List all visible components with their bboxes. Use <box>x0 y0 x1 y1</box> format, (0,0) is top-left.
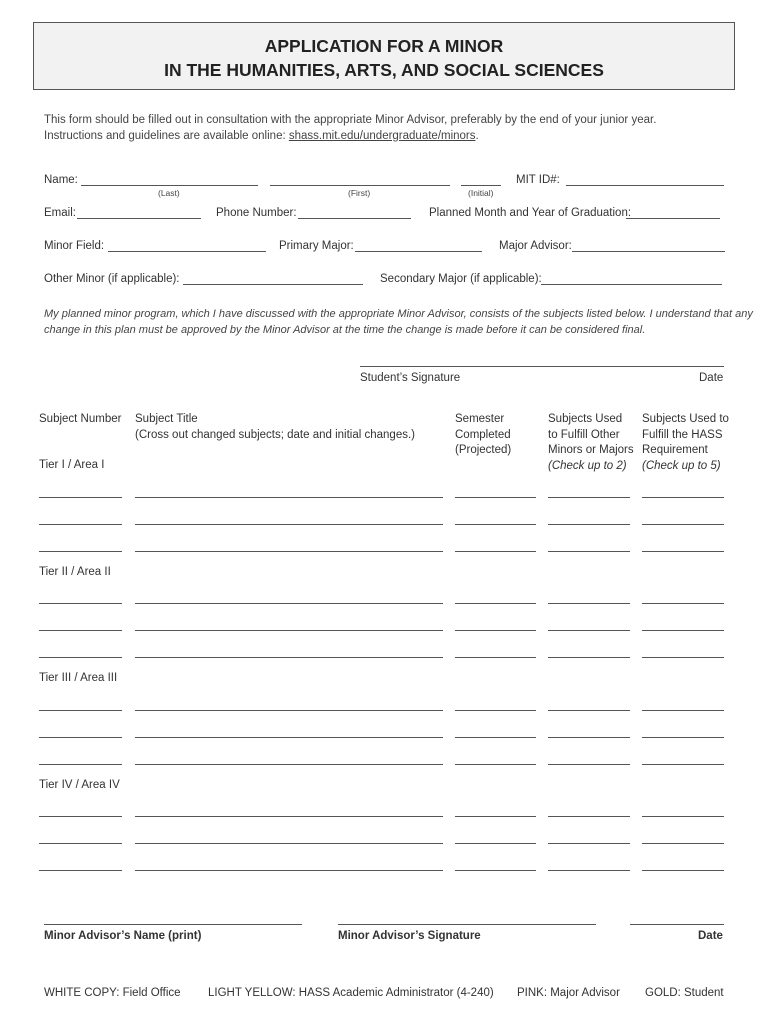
subject-title-field[interactable] <box>135 764 443 765</box>
semester-field[interactable] <box>455 551 536 552</box>
semester-field[interactable] <box>455 657 536 658</box>
subject-title-field[interactable] <box>135 603 443 604</box>
form-title-line2: IN THE HUMANITIES, ARTS, AND SOCIAL SCIENCES <box>164 60 604 80</box>
primary-major-field[interactable] <box>355 251 482 252</box>
other-minor-check[interactable] <box>548 497 630 498</box>
secondary-major-label: Secondary Major (if applicable): <box>380 273 542 285</box>
subject-number-field[interactable] <box>39 630 122 631</box>
header-used-hass: Subjects Used to Fulfill the HASS Requirement (Check up to 5) <box>642 413 729 472</box>
semester-field[interactable] <box>455 524 536 525</box>
subject-title-field[interactable] <box>135 657 443 658</box>
first-caption: (First) <box>348 188 371 198</box>
initial-field[interactable] <box>461 185 501 186</box>
hass-check[interactable] <box>642 630 724 631</box>
intro-suffix: . <box>475 130 479 142</box>
subject-number-field[interactable] <box>39 710 122 711</box>
other-minor-check[interactable] <box>548 551 630 552</box>
subject-title-field[interactable] <box>135 816 443 817</box>
email-field[interactable] <box>77 218 201 219</box>
subject-title-field[interactable] <box>135 630 443 631</box>
subject-title-field[interactable] <box>135 843 443 844</box>
intro-prefix: Instructions and guidelines are available online: <box>44 130 289 142</box>
other-minor-check[interactable] <box>548 524 630 525</box>
hass-check[interactable] <box>642 737 724 738</box>
tier-1-label: Tier I / Area I <box>39 459 105 471</box>
header-semester: Semester Completed (Projected) <box>455 413 512 456</box>
name-label: Name: <box>44 174 78 186</box>
semester-field[interactable] <box>455 497 536 498</box>
hass-check[interactable] <box>642 497 724 498</box>
other-minor-check[interactable] <box>548 816 630 817</box>
graduation-field[interactable] <box>626 218 720 219</box>
semester-field[interactable] <box>455 737 536 738</box>
minor-field-label: Minor Field: <box>44 240 105 252</box>
student-date-label: Date <box>699 372 724 384</box>
subject-title-field[interactable] <box>135 737 443 738</box>
tier-2-label: Tier II / Area II <box>39 566 111 578</box>
phone-label: Phone Number: <box>216 207 297 219</box>
semester-field[interactable] <box>455 764 536 765</box>
other-minor-check[interactable] <box>548 764 630 765</box>
statement-line2: change in this plan must be approved by the Minor Advisor at the time the change is made before it can be considered final. <box>44 324 646 336</box>
tier-3-label: Tier III / Area III <box>39 672 118 684</box>
header-subject-number: Subject Number <box>39 413 122 425</box>
hass-check[interactable] <box>642 551 724 552</box>
phone-field[interactable] <box>298 218 411 219</box>
hass-check[interactable] <box>642 603 724 604</box>
minor-field-input[interactable] <box>108 251 266 252</box>
hass-check[interactable] <box>642 710 724 711</box>
subject-number-field[interactable] <box>39 551 122 552</box>
email-label: Email: <box>44 207 76 219</box>
footer-gold-copy: GOLD: Student <box>645 987 724 999</box>
subject-title-field[interactable] <box>135 551 443 552</box>
secondary-major-field[interactable] <box>541 284 722 285</box>
semester-field[interactable] <box>455 843 536 844</box>
other-minor-check[interactable] <box>548 843 630 844</box>
semester-field[interactable] <box>455 816 536 817</box>
advisor-signature-field[interactable] <box>338 924 596 925</box>
advisor-name-label: Minor Advisor’s Name (print) <box>44 930 202 942</box>
student-signature-field[interactable] <box>360 366 724 367</box>
intro-line1: This form should be filled out in consultation with the appropriate Minor Advisor, preferably by the end of your junior year. <box>44 114 657 126</box>
semester-field[interactable] <box>455 603 536 604</box>
subject-title-field[interactable] <box>135 870 443 871</box>
statement-line1: My planned minor program, which I have discussed with the appropriate Minor Advisor, consists of the subjects listed below. I understand that any <box>44 308 753 320</box>
subject-number-field[interactable] <box>39 603 122 604</box>
footer-pink-copy: PINK: Major Advisor <box>517 987 620 999</box>
form-title-box <box>33 22 735 90</box>
subject-number-field[interactable] <box>39 816 122 817</box>
hass-check[interactable] <box>642 764 724 765</box>
student-signature-label: Student’s Signature <box>360 372 461 384</box>
other-minor-field[interactable] <box>183 284 363 285</box>
advisor-date-label: Date <box>698 930 723 942</box>
header-used-other: Subjects Used to Fulfill Other Minors or Majors (Check up to 2) <box>548 413 634 472</box>
header-subject-title: Subject Title <box>135 413 198 425</box>
hass-check[interactable] <box>642 657 724 658</box>
subject-title-field[interactable] <box>135 524 443 525</box>
header-subject-title-note: (Cross out changed subjects; date and initial changes.) <box>135 429 415 441</box>
subject-number-field[interactable] <box>39 737 122 738</box>
semester-field[interactable] <box>455 870 536 871</box>
advisor-name-field[interactable] <box>44 924 302 925</box>
hass-check[interactable] <box>642 843 724 844</box>
graduation-label: Planned Month and Year of Graduation: <box>429 207 632 219</box>
initial-caption: (Initial) <box>468 188 494 198</box>
footer-white-copy: WHITE COPY: Field Office <box>44 987 181 999</box>
primary-major-label: Primary Major: <box>279 240 354 252</box>
other-minor-check[interactable] <box>548 630 630 631</box>
minors-link[interactable]: shass.mit.edu/undergraduate/minors <box>288 130 476 142</box>
tier-4-label: Tier IV / Area IV <box>39 779 120 791</box>
hass-check[interactable] <box>642 524 724 525</box>
form-title-line1: APPLICATION FOR A MINOR <box>264 36 504 56</box>
last-caption: (Last) <box>158 188 180 198</box>
hass-check[interactable] <box>642 816 724 817</box>
other-minor-check[interactable] <box>548 870 630 871</box>
subject-number-field[interactable] <box>39 497 122 498</box>
major-advisor-label: Major Advisor: <box>499 240 572 252</box>
advisor-date-field[interactable] <box>630 924 724 925</box>
mit-id-field[interactable] <box>566 185 724 186</box>
subject-number-field[interactable] <box>39 657 122 658</box>
other-minor-check[interactable] <box>548 737 630 738</box>
subject-title-field[interactable] <box>135 497 443 498</box>
semester-field[interactable] <box>455 630 536 631</box>
other-minor-check[interactable] <box>548 657 630 658</box>
first-name-field[interactable] <box>270 185 450 186</box>
mit-id-label: MIT ID#: <box>516 174 560 186</box>
subject-title-field[interactable] <box>135 710 443 711</box>
hass-check[interactable] <box>642 870 724 871</box>
footer-yellow-copy: LIGHT YELLOW: HASS Academic Administrator (4-240) <box>208 987 494 999</box>
semester-field[interactable] <box>455 710 536 711</box>
intro-line2 <box>44 130 479 142</box>
subject-number-field[interactable] <box>39 524 122 525</box>
last-name-field[interactable] <box>81 185 258 186</box>
other-minor-check[interactable] <box>548 603 630 604</box>
other-minor-label: Other Minor (if applicable): <box>44 273 180 285</box>
advisor-signature-label: Minor Advisor’s Signature <box>338 930 481 942</box>
subject-number-field[interactable] <box>39 870 122 871</box>
other-minor-check[interactable] <box>548 710 630 711</box>
subject-number-field[interactable] <box>39 764 122 765</box>
subject-number-field[interactable] <box>39 843 122 844</box>
major-advisor-field[interactable] <box>572 251 725 252</box>
